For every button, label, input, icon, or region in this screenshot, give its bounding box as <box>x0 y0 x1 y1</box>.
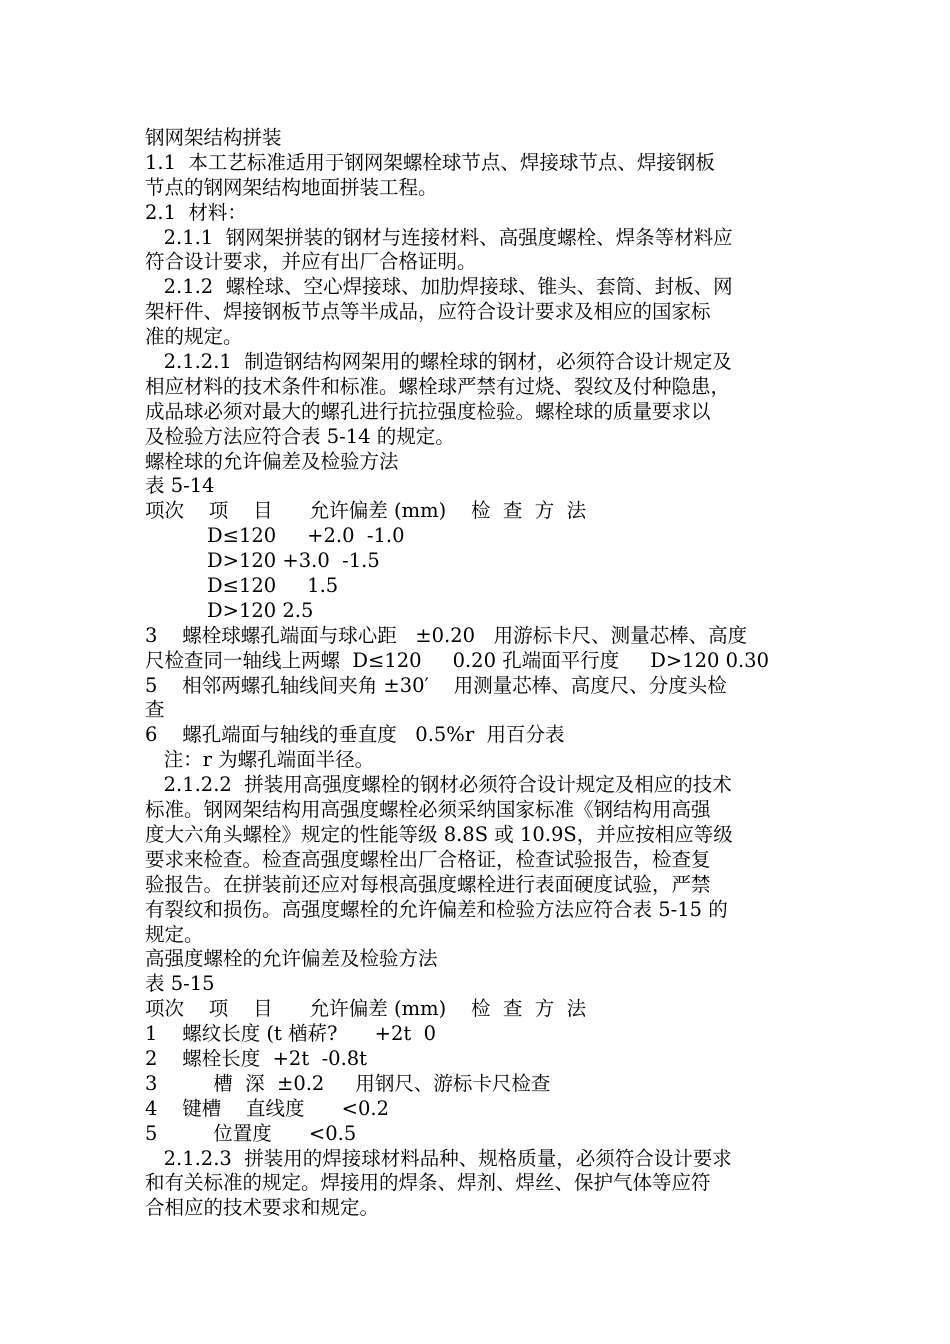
doc-line: 标准。钢网架结构用高强度螺栓必须采纳国家标准《钢结构用高强 <box>145 798 711 822</box>
table-row: 2 螺栓长度 +2t -0.8t <box>145 1046 368 1070</box>
doc-line: 和有关标准的规定。焊接用的焊条、焊剂、焊丝、保护气体等应符 <box>145 1171 711 1195</box>
doc-line: 架杆件、焊接钢板节点等半成品，应符合设计要求及相应的国家标 <box>145 300 711 324</box>
table-caption: 螺栓球的允许偏差及检验方法 <box>145 449 399 473</box>
table-row: 5 相邻两螺孔轴线间夹角 ±30′ 用测量芯棒、高度尺、分度头检 <box>145 673 727 697</box>
doc-line: 验报告。在拼装前还应对每根高强度螺栓进行表面硬度试验，严禁 <box>145 872 711 896</box>
table-row: 尺检查同一轴线上两螺 D≤120 0.20 孔端面平行度 D>120 0.30 <box>145 648 770 672</box>
doc-line: 度大六角头螺栓》规定的性能等级 8.8S 或 10.9S，并应按相应等级 <box>145 822 733 846</box>
doc-line: 2.1 材料： <box>145 200 247 224</box>
doc-line: 2.1.1 钢网架拼装的钢材与连接材料、高强度螺栓、焊条等材料应 <box>145 225 733 249</box>
table-row: D≤120 +2.0 -1.0 <box>145 524 405 548</box>
table-header: 项次 项 目 允许偏差 (mm) 检 查 方 法 <box>145 499 587 523</box>
doc-line: 及检验方法应符合表 5-14 的规定。 <box>145 424 455 448</box>
table-row: 1 螺纹长度 (t 楢菥? +2t 0 <box>145 1022 437 1046</box>
doc-line: 要求来检查。检查高强度螺栓出厂合格证，检查试验报告，检查复 <box>145 847 711 871</box>
table-number: 表 5-14 <box>145 474 215 498</box>
table-row: 4 键槽 直线度 <0.2 <box>145 1096 390 1120</box>
table-row: 5 位置度 <0.5 <box>145 1121 357 1145</box>
table-row: D>120 2.5 <box>145 598 314 622</box>
doc-line: 有裂纹和损伤。高强度螺栓的允许偏差和检验方法应符合表 5-15 的 <box>145 897 728 921</box>
doc-line: 成品球必须对最大的螺孔进行抗拉强度检验。螺栓球的质量要求以 <box>145 399 711 423</box>
table-row: 3 螺栓球螺孔端面与球心距 ±0.20 用游标卡尺、测量芯棒、高度 <box>145 623 748 647</box>
doc-line: 准的规定。 <box>145 325 243 349</box>
doc-line: 符合设计要求，并应有出厂合格证明。 <box>145 250 477 274</box>
doc-line: 1.1 本工艺标准适用于钢网架螺栓球节点、焊接球节点、焊接钢板 <box>145 150 715 174</box>
doc-title: 钢网架结构拼装 <box>145 126 282 149</box>
table-row: 查 <box>145 698 165 722</box>
doc-line: 2.1.2 螺栓球、空心焊接球、加肋焊接球、锥头、套筒、封板、网 <box>145 275 733 299</box>
table-number: 表 5-15 <box>145 972 215 996</box>
doc-line: 相应材料的技术条件和标准。螺栓球严禁有过烧、裂纹及付种隐患， <box>145 374 731 398</box>
doc-line: 2.1.2.2 拼装用高强度螺栓的钢材必须符合设计规定及相应的技术 <box>145 773 732 797</box>
table-caption: 高强度螺栓的允许偏差及检验方法 <box>145 947 438 971</box>
document-body <box>145 126 825 1221</box>
table-row: 6 螺孔端面与轴线的垂直度 0.5%r 用百分表 <box>145 723 565 747</box>
table-row: 3 槽 深 ±0.2 用钢尺、游标卡尺检查 <box>145 1071 551 1095</box>
doc-line: 合相应的技术要求和规定。 <box>145 1196 380 1220</box>
table-row: D≤120 1.5 <box>145 574 339 598</box>
doc-line: 规定。 <box>145 922 204 946</box>
doc-line: 2.1.2.1 制造钢结构网架用的螺栓球的钢材，必须符合设计规定及 <box>145 350 732 374</box>
table-note: 注：r 为螺孔端面半径。 <box>145 748 375 772</box>
doc-line: 节点的钢网架结构地面拼装工程。 <box>145 175 438 199</box>
table-row: D>120 +3.0 -1.5 <box>145 549 380 573</box>
table-header: 项次 项 目 允许偏差 (mm) 检 查 方 法 <box>145 997 587 1021</box>
doc-line: 2.1.2.3 拼装用的焊接球材料品种、规格质量，必须符合设计要求 <box>145 1146 732 1170</box>
